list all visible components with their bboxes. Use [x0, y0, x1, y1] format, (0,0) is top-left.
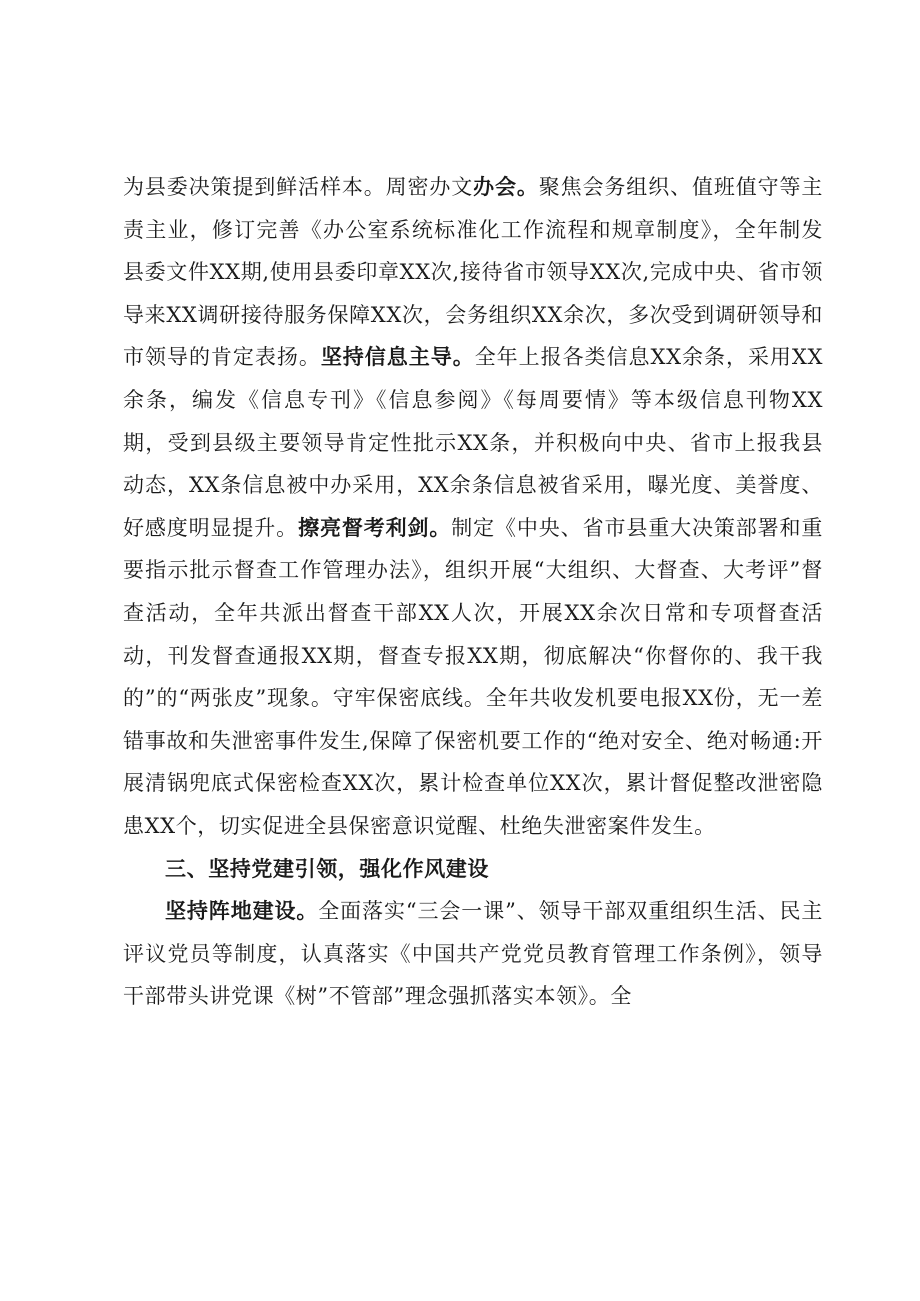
- bold-lead-meeting: 办会。: [473, 175, 539, 199]
- document-body: [123, 166, 823, 1018]
- text-segment: 为县委决策提到鲜活样本。周密办文: [123, 175, 474, 199]
- paragraph-office-work: [123, 166, 823, 848]
- text-segment: 制定《中央、省市县重大决策部署和重要指示批示督查工作管理办法》，组织开展“大组织、大督查、大考评”督查活动，全年共派出督查干部XX人次，开展XX余次日常和专项督查活动，刊发督查通报XX期，督查专报XX期，彻底解决“你督你的、我干我的”的“两张皮”现象。守牢保密底线。全年共收发机要电报XX份，无一差错事故和失泄密事件发生,保障了保密机要工作的“绝对安全、绝对畅通:开展清锅兜底式保密检查XX次，累计检查单位XX次，累计督促整改泄密隐患XX个，切实促进全县保密意识觉醒、杜绝失泄密案件发生。: [123, 515, 823, 838]
- bold-lead-supervision: 擦亮督考利剑。: [298, 515, 452, 540]
- bold-lead-information: 坚持信息主导。: [320, 345, 475, 370]
- paragraph-position-building: [123, 890, 823, 1018]
- section-heading: 三、坚持党建引领，强化作风建设: [165, 856, 489, 881]
- text-segment: 全年上报各类信息XX余条，采用XX余条，编发《信息专刊》《信息参阅》《每周要情》等本级信息刊物XX期，受到县级主要领导肯定性批示XX条，并积极向中央、省市上报我县动态，XX条信息被中办采用，XX余条信息被省采用，曝光度、美誉度、好感度明显提升。: [123, 345, 824, 540]
- bold-lead-position: 坚持阵地建设。: [165, 899, 319, 924]
- text-segment: 全面落实“三会一课”、领导干部双重组织生活、民主评议党员等制度，认真落实《中国共产党党员教育管理工作条例》，领导干部带头讲党课《树”不管部”理念强抓落实本领》。全: [123, 899, 823, 1009]
- text-segment: 聚焦会务组织、值班值守等主责主业，修订完善《办公室系统标准化工作流程和规章制度》，全年制发县委文件XX期,使用县委印章XX次,接待省市领导XX次,完成中央、省市领导来XX调研接待服务保障XX次，会务组织XX余次，多次受到调研领导和市领导的肯定表扬。: [123, 175, 823, 370]
